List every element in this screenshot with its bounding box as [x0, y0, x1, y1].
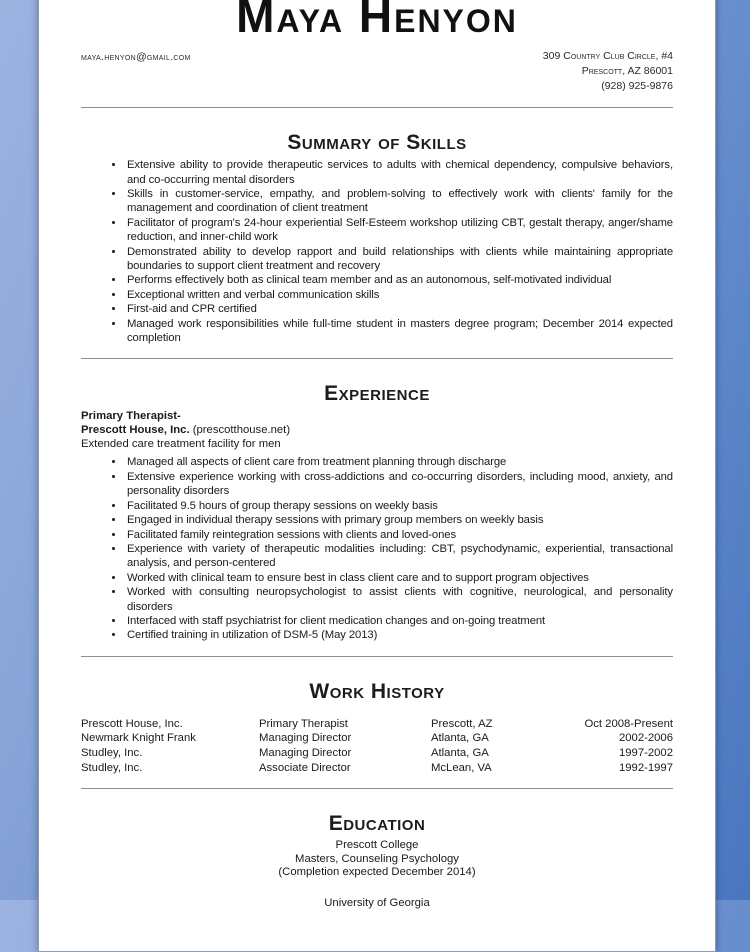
email-text: maya.henyon@gmail.com [81, 51, 191, 63]
experience-bullet: • Experience with variety of therapeutic modalities including: CBT, psychodynamic, experiential, transactional analysis, and person-centered [125, 542, 673, 571]
work-company: Studley, Inc. [81, 761, 143, 774]
experience-bullet: • Worked with clinical team to ensure best in class client care and to support program objectives [125, 571, 673, 585]
work-location: Atlanta, GA [431, 732, 489, 745]
work-title: Primary Therapist [259, 717, 348, 730]
work-history-table [81, 717, 673, 775]
experience-bullet: • Worked with consulting neuropsychologist to assist clients with cognitive, neurological, and personality disorders [125, 585, 673, 614]
work-company: Prescott House, Inc. [81, 717, 183, 730]
company-name: Prescott House, Inc. [81, 424, 190, 437]
education-entry [81, 897, 673, 911]
summary-bullet-list [81, 158, 673, 345]
experience-bullet: • Engaged in individual therapy sessions with primary group members on weekly basis [125, 513, 673, 527]
phone-number: (928) 925-9876 [601, 80, 673, 92]
experience-bullet: • Facilitated family reintegration sessions with clients and loved-ones [125, 528, 673, 542]
summary-bullet: • Exceptional written and verbal communication skills [125, 288, 673, 302]
summary-bullet: • Extensive ability to provide therapeutic services to adults with chemical dependency, compulsive behaviors, and co-occurring mental disorders [125, 158, 673, 187]
table-row [81, 761, 673, 776]
completion-note: (Completion expected December 2014) [278, 866, 476, 879]
divider-header [81, 107, 673, 108]
company-website: (prescotthouse.net) [189, 424, 291, 437]
work-location: Prescott, AZ [431, 717, 493, 730]
work-title: Managing Director [259, 747, 352, 760]
experience-bullet: • Extensive experience working with cross-addictions and co-occurring disorders, including mood, anxiety, and personality disorders [125, 470, 673, 499]
address-line-1: 309 Country Club Circle, #4 [542, 50, 673, 62]
degree: Masters, Counseling Psychology [295, 852, 459, 865]
contact-block [81, 49, 673, 94]
experience-bullet: • Managed all aspects of client care from treatment planning through discharge [125, 455, 673, 469]
summary-bullet: • First-aid and CPR certified [125, 302, 673, 316]
address-line-2: Prescott, AZ 86001 [581, 65, 673, 77]
summary-bullet: • Performs effectively both as clinical team member and as an autonomous, self-motivated individual [125, 273, 673, 287]
company-description: Extended care treatment facility for men [81, 438, 281, 451]
work-dates: 1997-2002 [618, 747, 673, 760]
work-company: Newmark Knight Frank [81, 732, 196, 745]
school-name: University of Georgia [324, 896, 430, 909]
experience-bullet: • Facilitated 9.5 hours of group therapy sessions on weekly basis [125, 499, 673, 513]
divider-summary [81, 358, 673, 359]
school-name: Prescott College [335, 839, 419, 852]
work-company: Studley, Inc. [81, 747, 143, 760]
divider-work-history [81, 788, 673, 789]
resume-page [38, 0, 716, 952]
work-location: Atlanta, GA [431, 747, 489, 760]
experience-bullet: • Interfaced with staff psychiatrist for client medication changes and on-going treatment [125, 614, 673, 628]
table-row [81, 746, 673, 761]
table-row [81, 717, 673, 732]
education-entry [81, 839, 673, 880]
section-heading-education: Education [328, 812, 426, 836]
work-location: McLean, VA [431, 761, 492, 774]
experience-bullet: • Certified training in utilization of DSM-5 (May 2013) [125, 628, 673, 642]
work-title: Associate Director [259, 761, 351, 774]
divider-experience [81, 656, 673, 657]
work-dates: 2002-2006 [618, 732, 673, 745]
work-dates: Oct 2008-Present [584, 717, 673, 730]
job-company-line [81, 423, 673, 437]
resume-name: Maya Henyon [236, 0, 518, 42]
education-block [81, 839, 673, 910]
experience-bullet-list [81, 455, 673, 642]
work-dates: 1992-1997 [618, 761, 673, 774]
work-title: Managing Director [259, 732, 352, 745]
summary-bullet: • Skills in customer-service, empathy, and problem-solving to effectively work with clients' family for the management and coordination of client treatment [125, 187, 673, 216]
summary-bullet: • Managed work responsibilities while full-time student in masters degree program; December 2014 expected completion [125, 317, 673, 346]
table-row [81, 731, 673, 746]
summary-bullet: • Demonstrated ability to develop rapport and build relationships with clients while maintaining appropriate boundaries to support client treatment and recovery [125, 245, 673, 274]
section-heading-summary: Summary of Skills [287, 131, 467, 154]
job-header-block [81, 409, 673, 451]
summary-bullet: • Facilitator of program's 24-hour experiential Self-Esteem workshop utilizing CBT, gestalt therapy, anger/shame reduction, and inner-child work [125, 216, 673, 245]
job-title: Primary Therapist- [81, 410, 181, 423]
section-heading-work-history: Work History [309, 679, 445, 703]
address-block [543, 49, 673, 94]
section-heading-experience: Experience [324, 382, 430, 406]
